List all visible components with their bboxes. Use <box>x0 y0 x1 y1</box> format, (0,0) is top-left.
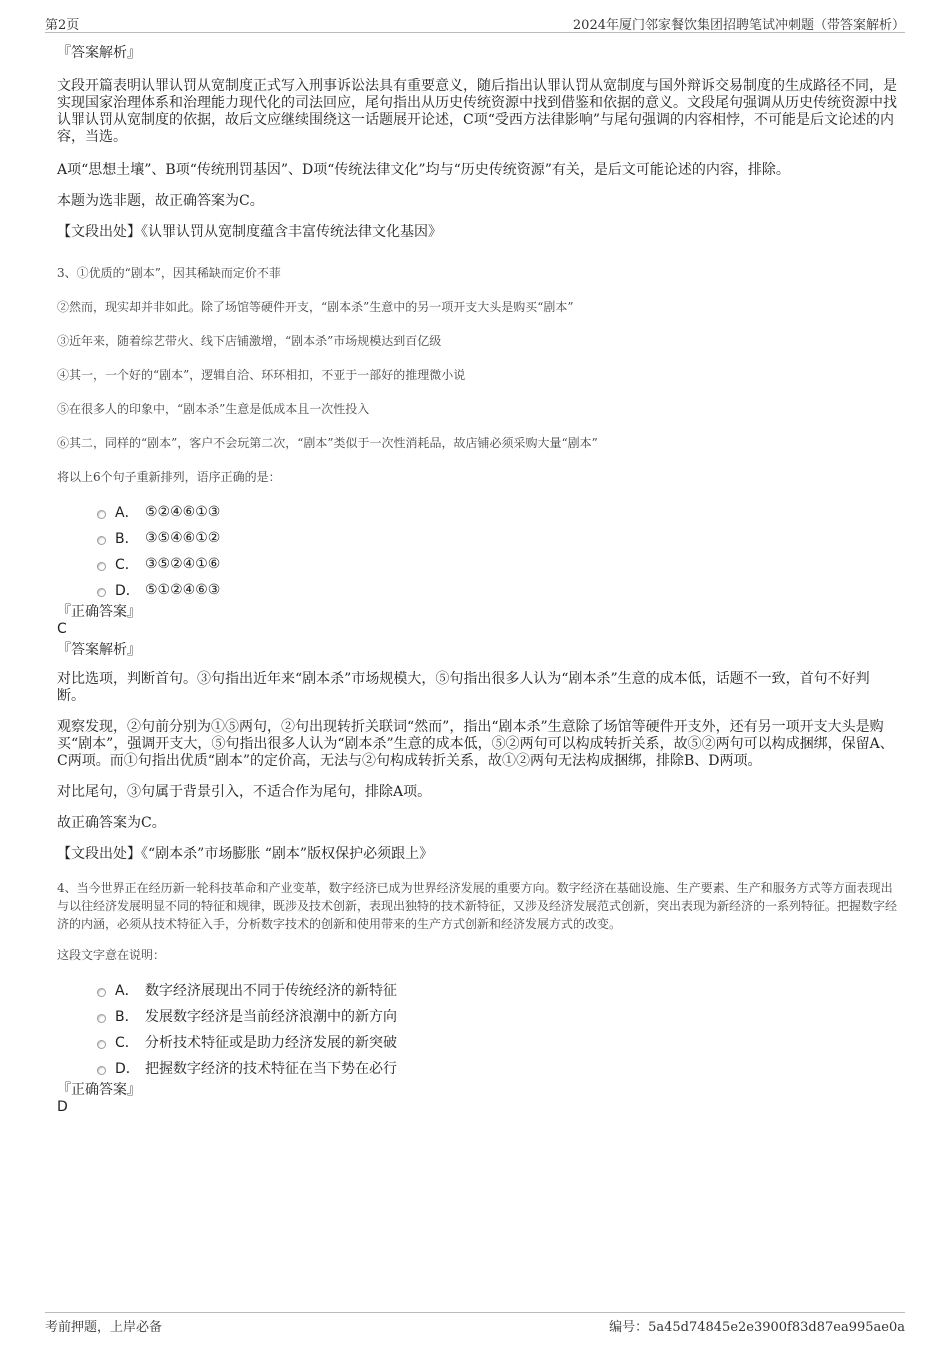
radio-button[interactable] <box>97 1066 106 1075</box>
radio-button[interactable] <box>97 1014 106 1023</box>
option-text: ⑤①②④⑥③ <box>145 582 221 598</box>
option-letter: D． <box>115 1061 140 1077</box>
q4-option-c[interactable] <box>97 1029 897 1055</box>
q3-sentence: ③近年来，随着综艺带火、线下店铺激增，“剧本杀”市场规模达到百亿级 <box>57 334 442 348</box>
q3-analysis-paragraph: 对比选项，判断首句。③句指出近年来“剧本杀”市场规模大，⑤句指出很多人认为“剧本杀”生意的成本低，话题不一致，首句不好判断。 <box>57 671 870 704</box>
q2-analysis-paragraph: 文段开篇表明认罪认罚从宽制度正式写入刑事诉讼法具有重要意义，随后指出认罪认罚从宽制度与国外辩诉交易制度的生成路径不同，是实现国家治理体系和治理能力现代化的司法回应，尾句指出从历史传统资源中找到借鉴和依据的意义。文段尾句强调从历史传统资源中找认罪认罚从宽制度的依据，故后文应继续围绕这一话题展开论述，C项“受西方法律影响”与尾句强调的内容相悖，不可能是后文论述的内容，当选。 <box>57 78 897 145</box>
q3-option-b[interactable] <box>97 525 897 551</box>
radio-button[interactable] <box>97 988 106 997</box>
q3-prompt: 将以上6个句子重新排列，语序正确的是： <box>57 470 281 484</box>
q3-sentence: ④其一，一个好的“剧本”，逻辑自洽、环环相扣，不亚于一部好的推理微小说 <box>57 368 466 382</box>
footer-slogan: 考前押题，上岸必备 <box>45 1320 163 1335</box>
q2-analysis-paragraph: A项“思想土壤”、B项“传统刑罚基因”、D项“传统法律文化”均与“历史传统资源”有关，是后文可能论述的内容，排除。 <box>57 162 790 178</box>
q3-option-a[interactable] <box>97 499 897 525</box>
option-text: 把握数字经济的技术特征在当下势在必行 <box>145 1061 397 1077</box>
option-letter: D． <box>115 583 140 599</box>
q3-option-d[interactable] <box>97 577 897 603</box>
q3-sentence: ②然而，现实却并非如此。除了场馆等硬件开支，“剧本杀”生意中的另一项开支大头是购买“剧本” <box>57 300 574 314</box>
q2-analysis-label: 『答案解析』 <box>57 45 141 61</box>
page-footer <box>45 1312 905 1335</box>
q4-option-b[interactable] <box>97 1003 897 1029</box>
option-letter: C． <box>115 557 139 573</box>
q4-option-a[interactable] <box>97 977 897 1003</box>
page-number: 第2页 <box>45 18 80 33</box>
option-letter: B． <box>115 1009 139 1025</box>
q4-stem: 4、当今世界正在经历新一轮科技革命和产业变革，数字经济已成为世界经济发展的重要方向。数字经济在基础设施、生产要素、生产和服务方式等方面表现出与以往经济发展明显不同的特征和规律，既涉及技术创新，表现出独特的技术新特征，又涉及经济发展范式创新，突出表现为新经济的一系列特征。把握数字经济的内涵，必须从技术特征入手，分析数字技术的创新和使用带来的生产方式创新和经济发展方式的改变。 <box>57 881 898 931</box>
option-text: 分析技术特征或是助力经济发展的新突破 <box>145 1035 397 1051</box>
q2-analysis-paragraph: 本题为选非题，故正确答案为C。 <box>57 193 264 209</box>
option-text: 数字经济展现出不同于传统经济的新特征 <box>145 983 397 999</box>
option-letter: C． <box>115 1035 139 1051</box>
document-code: 编号：5a45d74845e2e3900f83d87ea995ae0a <box>609 1320 905 1335</box>
q3-option-c[interactable] <box>97 551 897 577</box>
q4-prompt: 这段文字意在说明： <box>57 948 166 962</box>
radio-button[interactable] <box>97 510 106 519</box>
q3-source: 【文段出处】《“剧本杀”市场膨胀 “剧本”版权保护必须跟上》 <box>57 846 434 862</box>
q3-sentence: ⑥其二，同样的“剧本”，客户不会玩第二次，“剧本”类似于一次性消耗品，故店铺必须采购大量“剧本” <box>57 436 598 450</box>
option-text: ③⑤④⑥①② <box>145 530 221 546</box>
q4-answer: D <box>57 1099 68 1115</box>
page-header <box>45 12 905 33</box>
radio-button[interactable] <box>97 1040 106 1049</box>
q3-answer: C <box>57 621 67 637</box>
q3-sentence: ⑤在很多人的印象中，“剧本杀”生意是低成本且一次性投入 <box>57 402 370 416</box>
radio-button[interactable] <box>97 562 106 571</box>
q3-sentence: 3、①优质的“剧本”，因其稀缺而定价不菲 <box>57 266 281 280</box>
q3-analysis-label: 『答案解析』 <box>57 642 141 658</box>
document-title: 2024年厦门邻家餐饮集团招聘笔试冲刺题（带答案解析） <box>572 18 905 33</box>
q2-source: 【文段出处】《认罪认罚从宽制度蕴含丰富传统法律文化基因》 <box>57 224 442 240</box>
q4-answer-label: 『正确答案』 <box>57 1082 141 1098</box>
q4-options <box>57 977 897 1081</box>
page-content <box>57 44 897 1115</box>
q3-options <box>57 499 897 603</box>
option-text: ⑤②④⑥①③ <box>145 504 221 520</box>
option-text: ③⑤②④①⑥ <box>145 556 221 572</box>
radio-button[interactable] <box>97 536 106 545</box>
option-letter: B． <box>115 531 139 547</box>
option-letter: A． <box>115 983 139 999</box>
q4-option-d[interactable] <box>97 1055 897 1081</box>
q3-analysis-paragraph: 故正确答案为C。 <box>57 815 166 831</box>
q3-answer-label: 『正确答案』 <box>57 604 141 620</box>
q3-analysis-paragraph: 对比尾句，③句属于背景引入，不适合作为尾句，排除A项。 <box>57 784 432 800</box>
radio-button[interactable] <box>97 588 106 597</box>
option-text: 发展数字经济是当前经济浪潮中的新方向 <box>145 1009 397 1025</box>
q3-analysis-paragraph: 观察发现，②句前分别为①⑤两句，②句出现转折关联词“然而”，指出“剧本杀”生意除了场馆等硬件开支外，还有另一项开支大头是购买“剧本”，强调开支大，⑤句指出很多人认为“剧本杀”生意的成本低，⑤②两句可以构成转折关系，故⑤②两句可以构成捆绑，保留A、C两项。而①句指出优质“剧本”的定价高，无法与②句构成转折关系，故①②两句无法构成捆绑，排除B、D两项。 <box>57 719 894 769</box>
option-letter: A． <box>115 505 139 521</box>
